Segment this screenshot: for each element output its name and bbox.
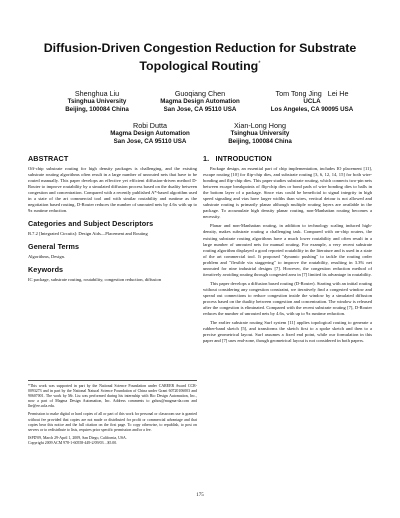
author-block <box>200 122 320 145</box>
author-name: Robi Dutta <box>133 121 167 130</box>
author-address: Beijing, 100084 China <box>228 137 292 145</box>
categories-heading: Categories and Subject Descriptors <box>28 219 154 229</box>
permission-notice: Permission to make digital or hard copies of all or part of this work for personal or classroom use is granted without fee provided that copies are not made or distributed for profit or commercial advantage and that copies bear this notice and the full citation on the first page. To copy otherwise, to republish, to post on servers or to redistribute to lists, requires prior specific permission and/or a fee. <box>28 412 197 432</box>
categories-text: B.7.2 [Integrated Circuits]: Design Aids—Placement and Routing <box>28 231 148 237</box>
abstract-heading: ABSTRACT <box>28 154 69 163</box>
footnotes <box>28 380 197 449</box>
author-block <box>90 122 210 145</box>
intro-paragraph: Planar and non-Manhattan routing, in addition to technology scaling induced high-density, makes substrate routing a challenging task. Compared with on-chip routers, the existing substrate routing algorithms have a much lower routability and often result in a large number of unrouted nets for manual routing. For example, a very recent substrate routing algorithm displayed a good reported routability in the literature and is used in a state of the art commercial tool. It proposed "dynamic pushing" to tackle the routing order problem and "flexible via staggering" to improve the routability, resulting in 3.3% net unrouted for nine industrial designs [7]. However, the congestion reduction method of iteratively avoiding routing through congested area in [7] limited its advantage in routability. <box>203 223 372 277</box>
title-footnote-mark: * <box>258 61 261 67</box>
conference-line: ISPD'09, March 29-April 1, 2009, San Diego, California, USA. <box>28 435 127 440</box>
copyright-line: Copyright 2009 ACM 978-1-60558-449-2/09/03 ...$5.00. <box>28 440 118 445</box>
author-affiliation: Magma Design Automation <box>110 130 190 138</box>
title-line-2: Topological Routing <box>139 59 259 74</box>
left-column <box>28 154 197 287</box>
author-name: Guoqiang Chen <box>174 89 226 98</box>
title-line-1: Diffusion-Driven Congestion Reduction for Substrate <box>43 41 357 55</box>
right-column <box>203 154 372 347</box>
author-address: San Jose, CA 95110 USA <box>113 137 187 145</box>
author-block <box>140 90 260 113</box>
author-name: Xian-Long Hong <box>234 121 286 130</box>
author-block <box>42 90 152 113</box>
intro-paragraph: Package design, an essential part of chip implementation, includes IO placement [11], escape routing [10] for flip-chip dies, and substrate routing [3, 6, 12, 14, 15] for both wire-bonding and flip-chip dies. This paper studies substrate routing, which connects two-pin nets between escape breakpoints of flip-chip dies or bond pads of wire bonding dies to balls in the bottom layer of a package. Since vias could be beneficial to signal integrity in high speed signaling and vias have larger widths than wires, vertical detour is not allowed and substrate routing is primarily planar although multiple routing layers are available in the package. To accumulate high density planar routing, non-Manhattan routing becomes a necessity. <box>203 166 372 220</box>
author-address: San Jose, CA 95110 USA <box>163 105 237 113</box>
page-number: 175 <box>196 493 204 498</box>
author-affiliation: UCLA <box>303 98 321 106</box>
paper-title <box>20 40 380 74</box>
keywords-text: IC package, substrate routing, routability, congestion reduction, diffusion <box>28 277 162 283</box>
author-block <box>252 90 372 113</box>
general-terms-heading: General Terms <box>28 242 80 252</box>
author-name: Shenghua Liu <box>74 89 120 98</box>
author-address: Los Angeles, CA 90095 USA <box>270 105 354 113</box>
general-terms-text: Algorithms, Design. <box>28 254 66 260</box>
keywords-heading: Keywords <box>28 265 64 275</box>
author-name: Tom Tong Jing Lei He <box>275 89 349 98</box>
funding-footnote: *This work was supported in part by the National Science Foundation under CAREER Award CCR-0093273 and in part by the National Natural Science Foundation of China under Grant 60720106003 and 90607001. The work by Mr. Liu was performed during his internship with Rio Design Automation, Inc., now a part of Magma Design Automation, Inc. Address comments to gzhou@magma-da.com and lhe@ee.ucla.edu. <box>28 384 197 409</box>
author-affiliation: Magma Design Automation <box>160 98 240 106</box>
abstract-text: Off-chip substrate routing for high density packages is challenging, and the existing substrate routing algorithms often result in a large number of unrouted nets that have to be routed manually. This paper develops an effective yet efficient diffusion-driven method D-Router to improve routability by a simulated diffusion process based on the duality between congestion and concentration. Compared with a recently published A*-based algorithm used in a state of the art commercial tool and with similar routability and runtime as the negotiation based routing, D-Router reduces the number of unrouted nets by 4.6x with up to 9x runtime reduction. <box>28 166 197 214</box>
intro-paragraph: The earlier substrate routing Surf system [11] applies topological routing to generate a rubber-band sketch [5], and transforms the sketch first to a spoke sketch and then to a precise geometrical layout. Surf assumes a fixed end point, while our formulation in this paper and [7] uses end-zone, though geometrical layout is not considered in both papers. <box>203 320 372 344</box>
introduction-heading: 1. INTRODUCTION <box>203 154 272 163</box>
author-address: Beijing, 100084 China <box>65 105 129 113</box>
author-affiliation: Tsinghua University <box>230 130 290 138</box>
author-affiliation: Tsinghua University <box>67 98 127 106</box>
intro-paragraph: This paper develops a diffusion based routing (D-Router). Starting with an initial routing without considering any congestion constraint, we iteratively find a congested window and spread out connections to reduce congestion inside the window by a simulated diffusion process based on the duality between congestion and concentration. The window is released after the congestion is eliminated. Compared with the recent substrate routing [7], D-Router reduces the number of unrouted nets by 4.6x, with up to 9x runtime reduction. <box>203 280 372 317</box>
